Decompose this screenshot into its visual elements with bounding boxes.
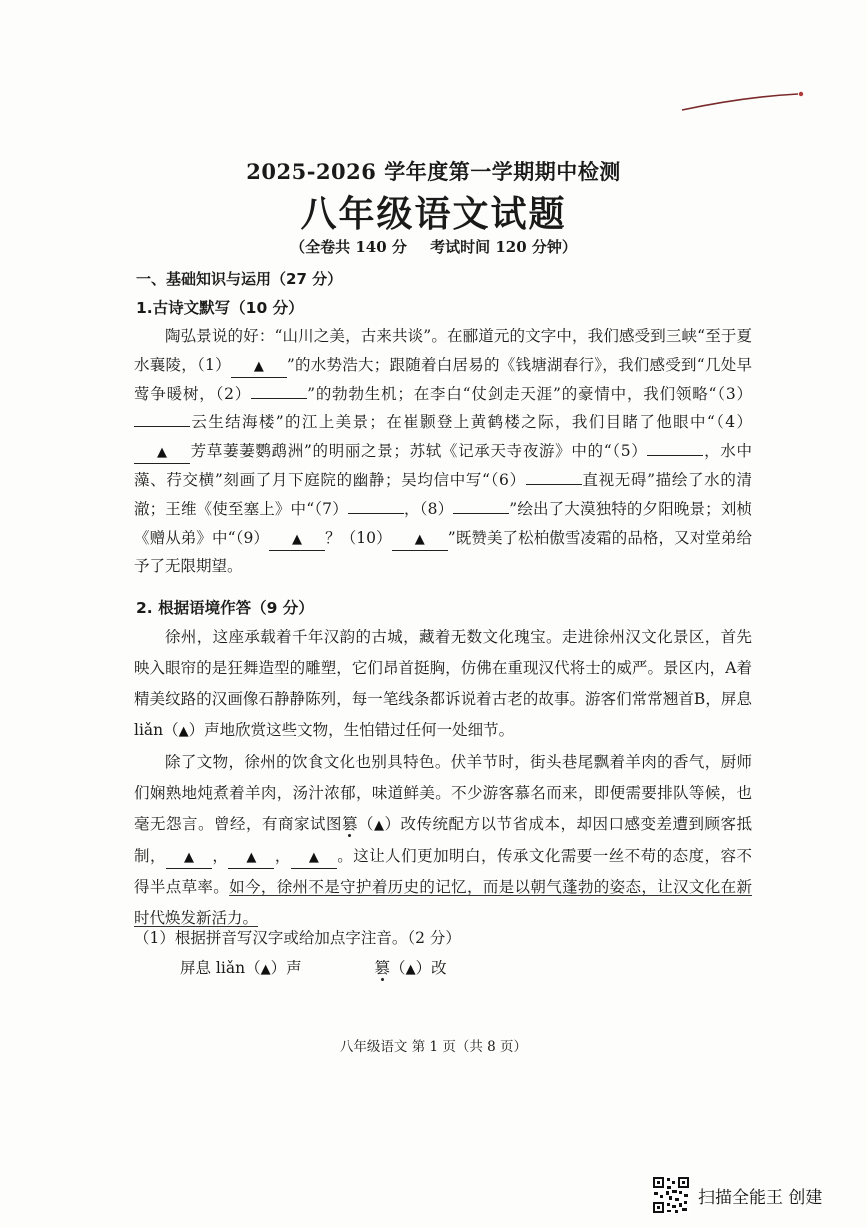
- answer-blank-7[interactable]: [348, 513, 404, 514]
- blank-marker: ▲: [246, 850, 257, 865]
- pinyin-text: 屏息 liǎn（: [180, 959, 261, 977]
- blank-marker: ▲: [308, 850, 319, 865]
- passage-text: 徐州，这座承载着千年汉韵的古城，藏着无数文化瑰宝。走进徐州汉文化景区，首先映入眼帘的是狂舞造型的雕塑，它们昂首挺胸，仿佛在重现汉代将士的威严。景区内，A着精美纹路的汉画像石静静陈列，每一笔线条都诉说着古老的故事。游客们常常翘首B，屏息 liǎn（: [134, 628, 752, 739]
- q1-text: ”的勃勃生机；在李白“仗剑走天涯”的豪情中，我们领略“（3）: [307, 384, 752, 403]
- q1-text: ？（10）: [325, 528, 392, 547]
- blank-marker: ▲: [253, 358, 264, 374]
- scanner-watermark: [652, 1176, 822, 1214]
- question-2-heading: 2. 根据语境作答（9 分）: [136, 599, 314, 617]
- exam-info: [0, 236, 867, 257]
- exam-duration: 考试时间 120 分钟）: [430, 238, 577, 256]
- q1-text: ”既赞美了松柏傲雪凌霜的品格，又对堂弟给予了无限期望。: [134, 528, 752, 576]
- blank-marker[interactable]: ▲: [405, 962, 416, 977]
- underlined-sentence: 如今，徐州不是守护着历史的记忆，而是以朝气蓬勃的姿态，让汉文化在新时代焕发新活力。: [134, 878, 752, 927]
- blank-marker: ▲: [178, 724, 189, 739]
- answer-blank-3[interactable]: [134, 426, 190, 427]
- answer-blank-6[interactable]: [526, 484, 582, 485]
- answer-blank-9[interactable]: [269, 528, 325, 551]
- blank-marker: ▲: [373, 818, 385, 833]
- answer-blank-8[interactable]: [453, 513, 509, 514]
- q1-text: 芳草萋萋鹦鹉洲”的明丽之景；苏轼《记承天寺夜游》中的“（5）: [190, 442, 648, 461]
- section-heading: 一、基础知识与运用（27 分）: [136, 270, 343, 288]
- page-number-footer: 八年级语文 第 1 页（共 8 页）: [339, 1039, 528, 1055]
- pen-stroke-mark: [680, 88, 808, 118]
- pinyin-item-1: [180, 959, 302, 977]
- answer-blank-10[interactable]: [392, 528, 448, 551]
- answer-blank-1[interactable]: [231, 355, 287, 378]
- sub-question-1: （1）根据拼音写汉字或给加点字注音。（2 分）: [134, 929, 461, 947]
- passage-paragraph-1: [134, 622, 752, 747]
- answer-blank-4[interactable]: [134, 441, 190, 464]
- scanner-label: 扫描全能王 创建: [698, 1187, 823, 1208]
- pinyin-text: （: [390, 959, 406, 977]
- passage-text: ，: [211, 847, 229, 865]
- q1-text: ”绘出了大漠独特的夕阳晚景；刘桢《赠从弟》中“（9）: [134, 499, 752, 547]
- pinyin-text: ）改: [415, 959, 447, 977]
- passage-text: 除了文物，徐州的饮食文化也别具特色。伏羊节时，街头巷尾飘着羊肉的香气，厨师们娴熟地炖煮着羊肉，汤汁浓郁，味道鲜美。不少游客慕名而来，即便需要排队等候，也毫无怨言。曾经，有商家试图: [134, 753, 752, 833]
- pinyin-answer-row: [180, 956, 515, 978]
- passage-text: ）改传统配方以节省成本，却因口感变差遭到顾客抵制，: [134, 815, 752, 865]
- q1-text: ”的水势浩大；跟随着白居易的《钱塘湖春行》，我们感受到“几处早莺争暖树，（2）: [134, 355, 752, 403]
- passage-text: ）声地欣赏这些文物，生怕错过任何一处细节。: [188, 721, 515, 739]
- passage-text: 。这让人们更加明白，传承文化需要一丝不苟的态度，容不得半点草率。: [134, 847, 752, 896]
- passage-text: ，: [274, 847, 291, 865]
- answer-blank-5[interactable]: [647, 455, 703, 456]
- passage-paragraph-2: [134, 747, 752, 934]
- question-1-paragraph: [134, 322, 752, 581]
- exam-year-line: 2025-2026 学年度第一学期期中检测: [246, 159, 621, 184]
- q1-text: 陶弘景说的好：“山川之美，古来共谈”。在郦道元的文字中，我们感受到三峡“至于夏水襄陵，（1）: [134, 327, 752, 374]
- pinyin-text: ）声: [270, 959, 302, 977]
- exam-title: 八年级语文试题: [300, 194, 567, 235]
- blank-marker: ▲: [292, 531, 303, 547]
- question-1-heading: 1.古诗文默写（10 分）: [136, 299, 304, 317]
- blank-marker: ▲: [183, 850, 194, 865]
- blank-marker: ▲: [157, 445, 167, 461]
- dotted-character: 篡: [341, 815, 358, 833]
- exam-total-score: （全卷共 140 分: [290, 238, 407, 256]
- answer-blank-b[interactable]: [228, 846, 274, 869]
- question-1-body: [134, 322, 752, 581]
- q1-text: ，（8）: [403, 499, 454, 518]
- answer-blank-c[interactable]: [291, 846, 337, 869]
- question-2-body: [134, 622, 752, 934]
- q1-text: 云生结海楼”的江上美景；在崔颢登上黄鹤楼之际，我们目睹了他眼中“（4）: [190, 413, 752, 432]
- blank-marker: ▲: [414, 531, 425, 547]
- dotted-character: 篡: [374, 959, 391, 977]
- q1-text: ，水中藻、荇交横”刻画了月下庭院的幽静；吴均信中写“（6）: [134, 442, 752, 489]
- blank-marker[interactable]: ▲: [260, 962, 271, 977]
- qr-code-icon: [652, 1176, 690, 1214]
- q1-text: 直视无碍”描绘了水的清澈；王维《使至塞上》中“（7）: [134, 470, 752, 518]
- answer-blank-2[interactable]: [251, 398, 307, 399]
- pinyin-item-2: [375, 959, 447, 977]
- passage-text: （: [357, 815, 374, 833]
- answer-blank-a[interactable]: [166, 846, 212, 869]
